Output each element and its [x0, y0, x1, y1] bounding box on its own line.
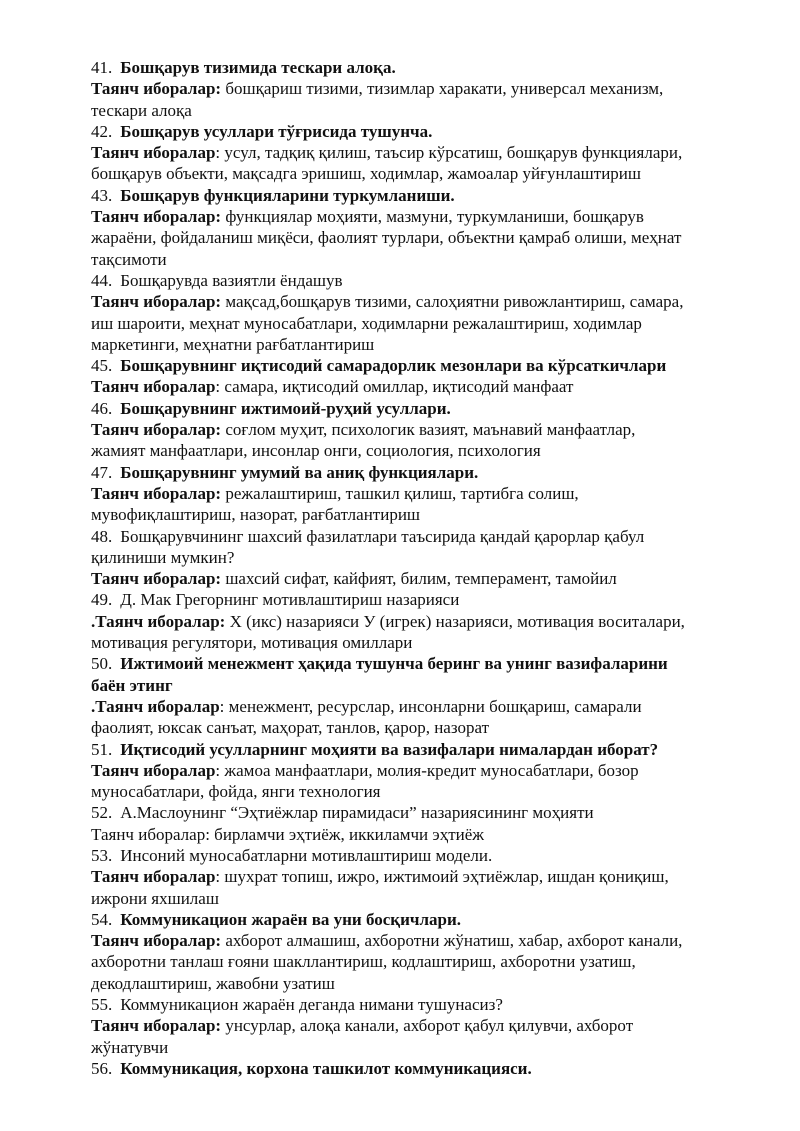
question-title-line [91, 398, 751, 419]
keywords-label: Таянч иборалар [91, 377, 216, 397]
keywords-line [91, 760, 751, 781]
keywords-label: Таянч иборалар [91, 867, 216, 887]
keywords-line [91, 973, 751, 994]
question-number: 51. [91, 739, 113, 759]
question-title-line [91, 270, 751, 291]
keywords-label: Таянч иборалар: [91, 569, 222, 589]
question-title-line [91, 994, 751, 1015]
keywords-line [91, 227, 751, 248]
keywords-line [91, 1037, 751, 1058]
question-block [91, 845, 751, 909]
keywords-text: соғлом муҳит, психологик вазият, маънавий манфаатлар, [221, 420, 636, 440]
keywords-text: : менежмент, ресурслар, инсонларни бошқариш, самарали [219, 696, 642, 716]
question-number: 50. [91, 654, 113, 674]
keywords-line [91, 781, 751, 802]
keywords-text: муносабатлари, фойда, янги технология [91, 782, 381, 802]
keywords-label: Таянч иборалар: [91, 931, 222, 951]
keywords-text: бошқариш тизими, тизимлар харакати, универсал механизм, [221, 79, 664, 99]
question-number: 41. [91, 58, 113, 77]
keywords-label: Таянч иборалар: [91, 79, 222, 99]
keywords-line [91, 866, 751, 887]
keywords-line [91, 611, 751, 632]
question-block [91, 270, 751, 355]
question-title: Инсоний муносабатларни мотивлаштириш модели. [120, 845, 493, 865]
keywords-text: режалаштириш, ташкил қилиш, тартибга солиш, [221, 483, 579, 503]
question-title: Бошқарув тизимида тескари алоқа. [120, 58, 396, 77]
keywords-line [91, 568, 751, 589]
question-title-line [91, 653, 751, 674]
keywords-line [91, 951, 751, 972]
keywords-text: иш шароити, меҳнат муносабатлари, ходимларни режалаштириш, ходимлар [91, 313, 642, 333]
question-title-line [91, 675, 751, 696]
question-title: Коммуникацион жараён ва уни босқичлари. [120, 909, 462, 929]
question-number: 53. [91, 845, 113, 865]
question-number: 55. [91, 995, 113, 1015]
document-page [91, 57, 751, 1079]
keywords-text: унсурлар, алоқа канали, ахборот қабул қилувчи, ахборот [221, 1016, 634, 1036]
question-number: 42. [91, 121, 113, 141]
keywords-line [91, 930, 751, 951]
keywords-text: ахборот алмашиш, ахборотни жўнатиш, хабар, ахборот канали, [221, 931, 683, 951]
keywords-line [91, 206, 751, 227]
keywords-text: Х (икс) назарияси У (игрек) назарияси, мотивация воситалари, [225, 611, 685, 631]
question-title: Ижтимоий менежмент ҳақида тушунча беринг ва унинг вазифаларини [120, 654, 668, 674]
keywords-line [91, 1015, 751, 1036]
question-block [91, 653, 751, 738]
keywords-label: Таянч иборалар: [91, 420, 222, 440]
question-number: 49. [91, 590, 113, 610]
keywords-text: функциялар моҳияти, мазмуни, туркумланиши, бошқарув [221, 207, 644, 227]
keywords-label: Таянч иборалар: [91, 824, 210, 844]
keywords-line [91, 142, 751, 163]
keywords-line [91, 483, 751, 504]
keywords-line [91, 163, 751, 184]
keywords-line [91, 717, 751, 738]
keywords-text: декодлаштириш, жавобни узатиш [91, 973, 335, 993]
keywords-label: Таянч иборалар [95, 696, 220, 716]
question-title: Иқтисодий усулларнинг моҳияти ва вазифалари нималардан иборат? [120, 739, 659, 759]
question-block [91, 1058, 751, 1079]
question-block [91, 57, 751, 121]
keywords-text: : самара, иқтисодий омиллар, иқтисодий манфаат [215, 377, 574, 397]
question-title: Бошқарувнинг иқтисодий самарадорлик мезонлари ва кўрсаткичлари [120, 356, 667, 376]
keywords-text: жараёни, фойдаланиш миқёси, фаолият турлари, объектни қамраб олиши, меҳнат [91, 228, 682, 248]
question-block [91, 589, 751, 653]
keywords-text: тескари алоқа [91, 100, 192, 120]
keywords-line [91, 696, 751, 717]
keywords-text: : усул, тадқиқ қилиш, таъсир кўрсатиш, бошқарув функциялари, [215, 143, 683, 163]
keywords-text: мотивация регулятори, мотивация омиллари [91, 633, 413, 653]
keywords-line [91, 376, 751, 397]
question-block [91, 185, 751, 270]
keywords-text: бирламчи эҳтиёж, иккиламчи эҳтиёж [209, 824, 485, 844]
question-block [91, 121, 751, 185]
question-title-line [91, 547, 751, 568]
keywords-line [91, 632, 751, 653]
question-block [91, 355, 751, 398]
question-title: Бошқарув усуллари тўғрисида тушунча. [120, 121, 433, 141]
keywords-text: маркетинги, меҳнатни рағбатлантириш [91, 334, 375, 354]
keywords-line [91, 249, 751, 270]
keywords-label: Таянч иборалар: [91, 483, 222, 503]
keywords-line [91, 440, 751, 461]
question-title: қилиниши мумкин? [91, 547, 235, 567]
keywords-line [91, 78, 751, 99]
question-title: Бошқарувнинг умумий ва аниқ функциялари. [120, 462, 479, 482]
keywords-line [91, 419, 751, 440]
question-title-line [91, 802, 751, 823]
question-title: Бошқарувнинг ижтимоий-руҳий усуллари. [120, 398, 451, 418]
keywords-text: шахсий сифат, кайфият, билим, темперамент, тамойил [221, 569, 617, 589]
keywords-label: Таянч иборалар: [91, 1016, 222, 1036]
question-title-line [91, 121, 751, 142]
question-title-line [91, 739, 751, 760]
keywords-text: фаолият, юксак санъат, маҳорат, танлов, қарор, назорат [91, 718, 490, 738]
question-title: Коммуникация, корхона ташкилот коммуникацияси. [120, 1058, 532, 1078]
keywords-label: Таянч иборалар: [95, 611, 226, 631]
keywords-label: Таянч иборалар: [91, 292, 222, 312]
question-number: 44. [91, 270, 113, 290]
keywords-line [91, 824, 751, 845]
keywords-text: жамият манфаатлари, инсонлар онги, социология, психология [91, 441, 541, 461]
keywords-line [91, 100, 751, 121]
question-number: 56. [91, 1058, 113, 1078]
keywords-text: : шухрат топиш, ижро, ижтимоий эҳтиёжлар, ишдан қониқиш, [215, 867, 669, 887]
question-title-line [91, 462, 751, 483]
question-number: 46. [91, 398, 113, 418]
question-title: Бошқарувда вазиятли ёндашув [120, 270, 343, 290]
keywords-line [91, 504, 751, 525]
keywords-line [91, 313, 751, 334]
keywords-label: Таянч иборалар [91, 760, 216, 780]
keywords-text: тақсимоти [91, 249, 167, 269]
keywords-label: Таянч иборалар: [91, 207, 222, 227]
question-block [91, 526, 751, 590]
question-title: Бошқарувчининг шахсий фазилатлари таъсирида қандай қарорлар қабул [120, 526, 645, 546]
question-block [91, 909, 751, 994]
question-title-line [91, 526, 751, 547]
question-title-line [91, 589, 751, 610]
question-block [91, 994, 751, 1058]
keywords-text: : жамоа манфаатлари, молия-кредит муносабатлари, бозор [215, 760, 639, 780]
keywords-line [91, 888, 751, 909]
keywords-text: ижрони яхшилаш [91, 888, 219, 908]
question-title: Бошқарув функцияларини туркумланиши. [120, 185, 455, 205]
keywords-text: мақсад,бошқарув тизими, салоҳиятни ривожлантириш, самара, [221, 292, 684, 312]
keywords-line [91, 291, 751, 312]
question-title-line [91, 355, 751, 376]
question-number: 45. [91, 356, 113, 376]
question-number: 48. [91, 526, 113, 546]
question-block [91, 462, 751, 526]
question-title: баён этинг [91, 675, 173, 695]
question-title-line [91, 909, 751, 930]
question-number: 47. [91, 462, 113, 482]
question-block [91, 398, 751, 462]
question-number: 54. [91, 909, 113, 929]
question-number: 43. [91, 185, 113, 205]
keywords-prefix: . [91, 611, 96, 631]
question-title-line [91, 845, 751, 866]
question-title-line [91, 1058, 751, 1079]
keywords-label: Таянч иборалар [91, 143, 216, 163]
keywords-text: ахборотни танлаш ғояни шакллантириш, кодлаштириш, ахборотни узатиш, [91, 952, 636, 972]
question-title: А.Маслоунинг “Эҳтиёжлар пирамидаси” назариясининг моҳияти [120, 803, 594, 823]
keywords-line [91, 334, 751, 355]
question-title: Д. Мак Грегорнинг мотивлаштириш назарияси [120, 590, 460, 610]
keywords-prefix: . [91, 696, 96, 716]
question-title-line [91, 185, 751, 206]
question-block [91, 739, 751, 803]
question-block [91, 802, 751, 845]
question-title: Коммуникацион жараён деганда нимани тушунасиз? [120, 995, 503, 1015]
keywords-text: мувофиқлаштириш, назорат, рағбатлантириш [91, 505, 421, 525]
question-title-line [91, 57, 751, 78]
question-number: 52. [91, 803, 113, 823]
keywords-text: жўнатувчи [91, 1037, 169, 1057]
keywords-text: бошқарув объекти, мақсадга эришиш, ходимлар, жамоалар уйғунлаштириш [91, 164, 641, 184]
